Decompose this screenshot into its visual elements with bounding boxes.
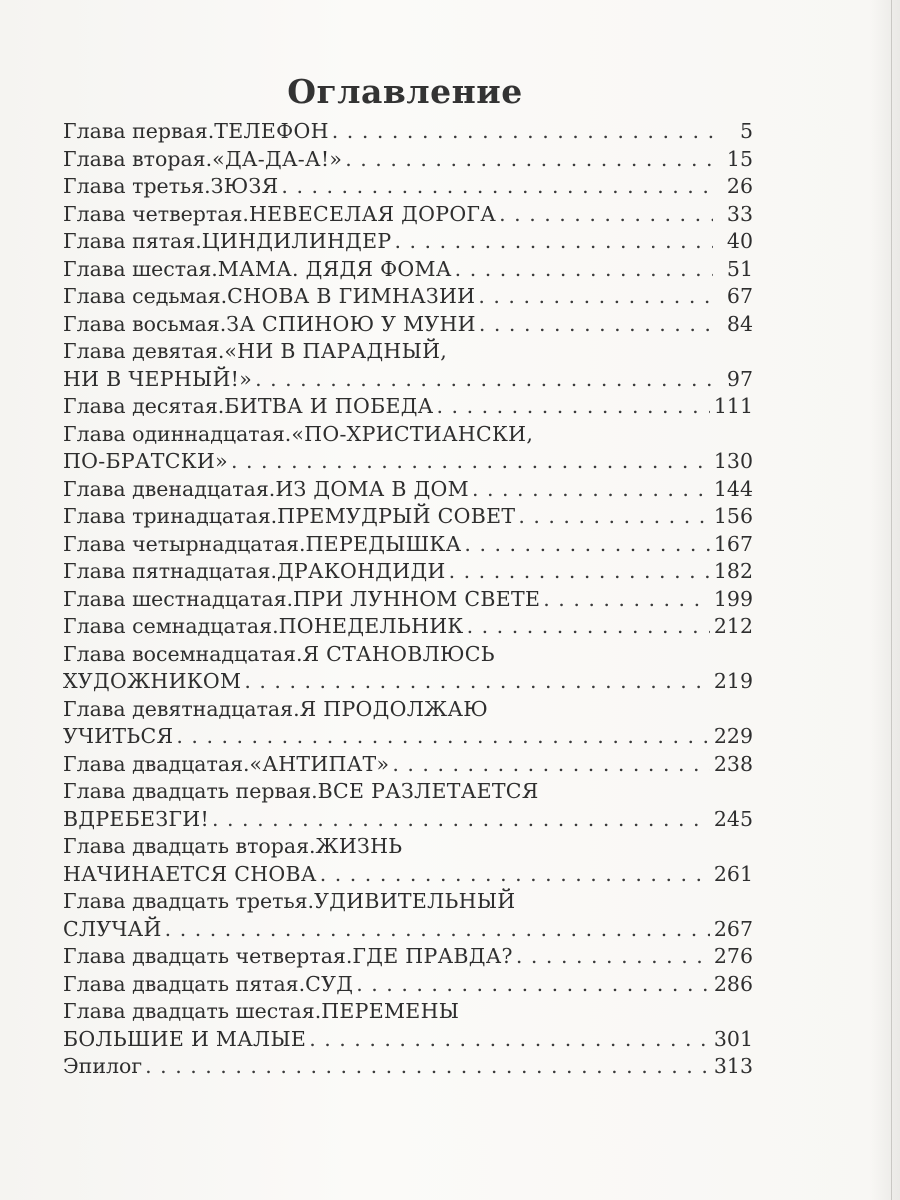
chapter-title: МАМА. ДЯДЯ ФОМА [217,256,452,281]
page-number: 156 [713,504,753,528]
dot-leader [345,146,713,174]
chapter-title: СНОВА В ГИМНАЗИИ [227,284,476,308]
chapter-title: ЦИНДИЛИНДЕР [201,229,392,253]
chapter-title: НЕВЕСЕЛАЯ ДОРОГА [248,201,497,226]
chapter-title-continued: ВДРЕБЕЗГИ! [63,806,209,831]
chapter-number: Глава десятая. [63,394,225,418]
toc-entry-line [63,943,753,971]
toc-entry-line [63,971,753,999]
toc-entry-line [63,723,753,751]
dot-leader [320,861,710,889]
chapter-title: ПРЕМУДРЫЙ СОВЕТ [277,504,516,528]
toc-entry [63,613,753,641]
page-number: 130 [713,449,753,473]
toc-entry [63,586,753,614]
page-number: 144 [713,476,753,501]
toc-entry-line [63,916,753,944]
chapter-title: ЗА СПИНОЮ У МУНИ [226,311,476,336]
dot-leader [145,1053,710,1081]
page-number: 286 [713,971,753,996]
toc-entry-line [63,998,753,1026]
toc-entry [63,311,753,339]
page-number: 26 [726,174,753,198]
table-of-contents [63,118,753,1081]
chapter-number: Глава первая. [63,119,215,143]
chapter-number: Глава двадцать третья. [63,889,315,913]
toc-entry-line [63,806,753,834]
toc-entry [63,201,753,229]
chapter-number: Глава девятая. [63,339,225,363]
toc-entry-line [63,146,753,174]
dot-leader [455,256,713,284]
toc-entry-line [63,311,753,339]
chapter-title: УДИВИТЕЛЬНЫЙ [314,889,516,913]
toc-entry-line [63,393,753,421]
page-number: 238 [713,751,753,776]
chapter-title: ТЕЛЕФОН [214,119,329,143]
toc-entry-line [63,338,753,366]
dot-leader [244,668,710,696]
chapter-title: ПРИ ЛУННОМ СВЕТЕ [293,586,541,611]
page-number: 167 [713,531,753,556]
page-number: 212 [713,614,753,638]
dot-leader [449,558,710,586]
toc-entry [63,778,753,833]
chapter-title-continued: НАЧИНАЕТСЯ СНОВА [63,861,317,886]
page-number: 276 [713,944,753,968]
toc-entry-line [63,476,753,504]
chapter-number: Глава пятая. [63,229,202,253]
page-number: 67 [726,284,753,308]
toc-entry-line [63,613,753,641]
chapter-number: Глава восемнадцатая. [63,641,303,666]
toc-entry-line [63,503,753,531]
dot-leader [176,723,709,751]
toc-entry [63,118,753,146]
chapter-title: ВСЕ РАЗЛЕТАЕТСЯ [317,779,539,803]
chapter-number: Глава пятнадцатая. [63,559,277,583]
toc-entry [63,338,753,393]
chapter-number: Глава одиннадцатая. [63,421,292,446]
page-title: Оглавление [287,72,523,111]
dot-leader [392,751,710,779]
toc-entry [63,943,753,971]
chapter-number: Глава третья. [63,174,211,198]
page-number: 301 [713,1026,753,1051]
chapter-number: Глава семнадцатая. [63,614,279,638]
toc-entry-line [63,558,753,586]
toc-entry-line [63,888,753,916]
toc-entry-line [63,448,753,476]
page-number: 40 [726,229,753,253]
dot-leader [472,476,710,504]
page-number: 5 [739,119,753,143]
chapter-title: СУД [305,971,354,996]
chapter-number: Глава седьмая. [63,284,228,308]
page-number: 111 [713,394,753,418]
toc-entry [63,531,753,559]
chapter-number: Глава тринадцатая. [63,504,278,528]
dot-leader [281,173,713,201]
page-number: 84 [726,311,753,336]
chapter-title: «ПО-ХРИСТИАНСКИ, [291,421,534,446]
chapter-number: Глава двадцать вторая. [63,834,316,858]
chapter-title: ДРАКОНДИДИ [276,559,446,583]
dot-leader [356,971,710,999]
page-number: 199 [713,586,753,611]
chapter-title: ПЕРЕДЫШКА [305,531,462,556]
chapter-title: Я СТАНОВЛЮСЬ [302,641,495,666]
toc-entry [63,833,753,888]
toc-entry-line [63,641,753,669]
dot-leader [332,118,713,146]
chapter-title: «НИ В ПАРАДНЫЙ, [224,339,448,363]
toc-entry [63,751,753,779]
chapter-number: Глава восьмая. [63,311,227,336]
dot-leader [255,366,713,394]
toc-entry-line [63,1053,753,1081]
page-edge-line [891,0,892,1200]
chapter-number: Глава двадцать пятая. [63,971,306,996]
chapter-title: «ДА-ДА-А!» [212,146,343,171]
chapter-number: Глава девятнадцатая. [63,696,300,721]
chapter-number: Глава двенадцатая. [63,476,276,501]
chapter-number: Глава шестнадцатая. [63,586,294,611]
dot-leader [478,283,713,311]
toc-entry [63,971,753,999]
chapter-title-continued: ХУДОЖНИКОМ [63,669,242,693]
toc-entry-line [63,118,753,146]
toc-entry [63,283,753,311]
toc-entry-line [63,201,753,229]
chapter-title: ЗЮЗЯ [210,174,279,198]
toc-entry [63,256,753,284]
chapter-number: Глава двадцать шестая. [63,999,322,1023]
toc-entry [63,1053,753,1081]
chapter-title-continued: СЛУЧАЙ [63,916,162,941]
chapter-title-continued: УЧИТЬСЯ [63,724,174,748]
toc-entry [63,173,753,201]
toc-entry [63,641,753,696]
toc-entry-line [63,1026,753,1054]
chapter-number: Глава вторая. [63,146,213,171]
toc-entry-line [63,531,753,559]
dot-leader [467,613,710,641]
toc-entry-line [63,283,753,311]
toc-entry [63,393,753,421]
chapter-title-continued: БОЛЬШИЕ И МАЛЫЕ [63,1026,307,1051]
chapter-number: Эпилог [63,1054,143,1078]
dot-leader [543,586,710,614]
dot-leader [309,1026,710,1054]
chapter-title-continued: ПО-БРАТСКИ» [63,449,228,473]
toc-entry [63,998,753,1053]
toc-entry-line [63,696,753,724]
chapter-title: ЖИЗНЬ [315,834,403,858]
toc-entry [63,888,753,943]
toc-entry-line [63,228,753,256]
page-number: 219 [713,669,753,693]
dot-leader [499,201,713,229]
chapter-title: «АНТИПАТ» [249,751,390,776]
toc-entry-line [63,668,753,696]
page-edge-shadow [870,0,900,1200]
page-number: 261 [713,861,753,886]
chapter-title: ИЗ ДОМА В ДОМ [275,476,469,501]
toc-entry [63,421,753,476]
toc-entry-line [63,861,753,889]
page-number: 267 [713,916,753,941]
toc-entry-line [63,586,753,614]
toc-entry-line [63,256,753,284]
page-number: 182 [713,559,753,583]
toc-entry-line [63,421,753,449]
page-number: 229 [713,724,753,748]
toc-entry-line [63,173,753,201]
chapter-number: Глава двадцатая. [63,751,250,776]
chapter-title: ГДЕ ПРАВДА? [352,944,513,968]
dot-leader [212,806,710,834]
page-number: 51 [726,256,753,281]
toc-entry [63,146,753,174]
toc-entry [63,558,753,586]
toc-entry-line [63,778,753,806]
dot-leader [518,503,710,531]
chapter-number: Глава четырнадцатая. [63,531,306,556]
page-number: 33 [726,201,753,226]
dot-leader [394,228,713,256]
page-number: 245 [713,806,753,831]
chapter-title: Я ПРОДОЛЖАЮ [299,696,489,721]
chapter-number: Глава шестая. [63,256,218,281]
chapter-title: ПЕРЕМЕНЫ [321,999,460,1023]
chapter-title: БИТВА И ПОБЕДА [224,394,434,418]
toc-entry-line [63,833,753,861]
toc-entry-line [63,751,753,779]
chapter-number: Глава четвертая. [63,201,249,226]
chapter-title: ПОНЕДЕЛЬНИК [278,614,464,638]
dot-leader [516,943,710,971]
toc-entry [63,476,753,504]
toc-entry [63,228,753,256]
dot-leader [437,393,710,421]
dot-leader [165,916,710,944]
toc-entry [63,696,753,751]
page-number: 15 [726,146,753,171]
dot-leader [231,448,710,476]
toc-entry [63,503,753,531]
page-number: 313 [713,1054,753,1078]
dot-leader [479,311,713,339]
chapter-number: Глава двадцать четвертая. [63,944,353,968]
page-number: 97 [726,366,753,391]
dot-leader [464,531,709,559]
chapter-number: Глава двадцать первая. [63,779,318,803]
toc-entry-line [63,366,753,394]
chapter-title-continued: НИ В ЧЕРНЫЙ!» [63,366,253,391]
